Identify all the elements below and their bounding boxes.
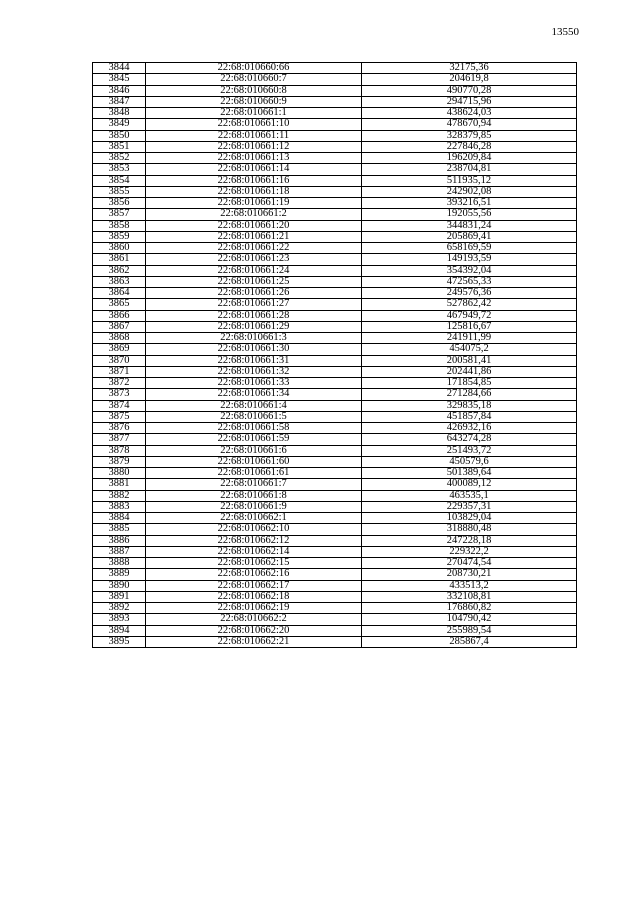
cadastral-number-cell: 22:68:010661:24 — [146, 265, 362, 276]
table-row — [93, 625, 577, 636]
cadastral-number-cell: 22:68:010662:19 — [146, 603, 362, 614]
cadastral-number-cell: 22:68:010661:9 — [146, 501, 362, 512]
row-number-cell: 3878 — [93, 445, 146, 456]
row-number-cell: 3864 — [93, 288, 146, 299]
row-number-cell: 3853 — [93, 164, 146, 175]
row-number-cell: 3894 — [93, 625, 146, 636]
cadastral-number-cell: 22:68:010661:28 — [146, 310, 362, 321]
cadastral-number-cell: 22:68:010660:66 — [146, 63, 362, 74]
table-row — [93, 265, 577, 276]
row-number-cell: 3890 — [93, 580, 146, 591]
table-row — [93, 299, 577, 310]
table-row — [93, 445, 577, 456]
cadastral-number-cell: 22:68:010662:10 — [146, 524, 362, 535]
row-number-cell: 3888 — [93, 558, 146, 569]
table-row — [93, 130, 577, 141]
row-number-cell: 3871 — [93, 366, 146, 377]
table-row — [93, 468, 577, 479]
value-cell: 285867,4 — [362, 636, 577, 647]
row-number-cell: 3844 — [93, 63, 146, 74]
row-number-cell: 3881 — [93, 479, 146, 490]
table-row — [93, 524, 577, 535]
table-row — [93, 119, 577, 130]
cadastral-number-cell: 22:68:010661:5 — [146, 411, 362, 422]
value-cell: 208730,21 — [362, 569, 577, 580]
table-body — [93, 63, 577, 648]
row-number-cell: 3850 — [93, 130, 146, 141]
value-cell: 527862,42 — [362, 299, 577, 310]
value-cell: 354392,04 — [362, 265, 577, 276]
value-cell: 393216,51 — [362, 198, 577, 209]
value-cell: 450579,6 — [362, 456, 577, 467]
table-row — [93, 276, 577, 287]
table-row — [93, 175, 577, 186]
row-number-cell: 3866 — [93, 310, 146, 321]
cadastral-number-cell: 22:68:010661:27 — [146, 299, 362, 310]
row-number-cell: 3856 — [93, 198, 146, 209]
table-row — [93, 231, 577, 242]
table-row — [93, 288, 577, 299]
cadastral-number-cell: 22:68:010662:14 — [146, 546, 362, 557]
row-number-cell: 3847 — [93, 96, 146, 107]
table-row — [93, 501, 577, 512]
row-number-cell: 3872 — [93, 378, 146, 389]
cadastral-number-cell: 22:68:010662:16 — [146, 569, 362, 580]
value-cell: 329835,18 — [362, 400, 577, 411]
cadastral-number-cell: 22:68:010661:12 — [146, 141, 362, 152]
value-cell: 229357,31 — [362, 501, 577, 512]
cadastral-number-cell: 22:68:010661:18 — [146, 186, 362, 197]
value-cell: 238704,81 — [362, 164, 577, 175]
value-cell: 200581,41 — [362, 355, 577, 366]
cadastral-number-cell: 22:68:010661:6 — [146, 445, 362, 456]
table-row — [93, 63, 577, 74]
row-number-cell: 3882 — [93, 490, 146, 501]
value-cell: 149193,59 — [362, 254, 577, 265]
table-row — [93, 108, 577, 119]
cadastral-number-cell: 22:68:010661:22 — [146, 243, 362, 254]
cadastral-number-cell: 22:68:010660:7 — [146, 74, 362, 85]
table-row — [93, 423, 577, 434]
table-row — [93, 198, 577, 209]
value-cell: 658169,59 — [362, 243, 577, 254]
cadastral-number-cell: 22:68:010661:58 — [146, 423, 362, 434]
cadastral-value-table — [92, 62, 577, 648]
row-number-cell: 3893 — [93, 614, 146, 625]
row-number-cell: 3854 — [93, 175, 146, 186]
table-row — [93, 355, 577, 366]
row-number-cell: 3892 — [93, 603, 146, 614]
table-row — [93, 153, 577, 164]
value-cell: 318880,48 — [362, 524, 577, 535]
cadastral-number-cell: 22:68:010661:13 — [146, 153, 362, 164]
cadastral-number-cell: 22:68:010662:2 — [146, 614, 362, 625]
value-cell: 125816,67 — [362, 321, 577, 332]
value-cell: 204619,8 — [362, 74, 577, 85]
row-number-cell: 3861 — [93, 254, 146, 265]
row-number-cell: 3859 — [93, 231, 146, 242]
row-number-cell: 3885 — [93, 524, 146, 535]
table-row — [93, 243, 577, 254]
table-row — [93, 614, 577, 625]
table-row — [93, 546, 577, 557]
row-number-cell: 3887 — [93, 546, 146, 557]
value-cell: 176860,82 — [362, 603, 577, 614]
table-row — [93, 580, 577, 591]
value-cell: 478670,94 — [362, 119, 577, 130]
row-number-cell: 3875 — [93, 411, 146, 422]
row-number-cell: 3869 — [93, 344, 146, 355]
row-number-cell: 3883 — [93, 501, 146, 512]
row-number-cell: 3867 — [93, 321, 146, 332]
table-row — [93, 569, 577, 580]
value-cell: 438624,03 — [362, 108, 577, 119]
table-row — [93, 513, 577, 524]
row-number-cell: 3868 — [93, 333, 146, 344]
table-row — [93, 490, 577, 501]
row-number-cell: 3862 — [93, 265, 146, 276]
cadastral-number-cell: 22:68:010661:8 — [146, 490, 362, 501]
cadastral-number-cell: 22:68:010661:34 — [146, 389, 362, 400]
cadastral-number-cell: 22:68:010661:16 — [146, 175, 362, 186]
cadastral-number-cell: 22:68:010662:20 — [146, 625, 362, 636]
cadastral-number-cell: 22:68:010661:2 — [146, 209, 362, 220]
table-row — [93, 603, 577, 614]
cadastral-number-cell: 22:68:010661:26 — [146, 288, 362, 299]
cadastral-number-cell: 22:68:010661:20 — [146, 220, 362, 231]
row-number-cell: 3855 — [93, 186, 146, 197]
cadastral-number-cell: 22:68:010661:10 — [146, 119, 362, 130]
value-cell: 463535,1 — [362, 490, 577, 501]
table-row — [93, 96, 577, 107]
table-row — [93, 479, 577, 490]
value-cell: 467949,72 — [362, 310, 577, 321]
value-cell: 433513,2 — [362, 580, 577, 591]
value-cell: 400089,12 — [362, 479, 577, 490]
value-cell: 241911,99 — [362, 333, 577, 344]
table-row — [93, 85, 577, 96]
table-row — [93, 333, 577, 344]
row-number-cell: 3852 — [93, 153, 146, 164]
value-cell: 451857,84 — [362, 411, 577, 422]
table-row — [93, 411, 577, 422]
row-number-cell: 3846 — [93, 85, 146, 96]
value-cell: 501389,64 — [362, 468, 577, 479]
row-number-cell: 3880 — [93, 468, 146, 479]
value-cell: 271284,66 — [362, 389, 577, 400]
row-number-cell: 3873 — [93, 389, 146, 400]
table-row — [93, 254, 577, 265]
row-number-cell: 3879 — [93, 456, 146, 467]
table-row — [93, 434, 577, 445]
cadastral-number-cell: 22:68:010661:59 — [146, 434, 362, 445]
table-row — [93, 558, 577, 569]
table-row — [93, 164, 577, 175]
value-cell: 472565,33 — [362, 276, 577, 287]
cadastral-number-cell: 22:68:010661:7 — [146, 479, 362, 490]
table-row — [93, 321, 577, 332]
cadastral-number-cell: 22:68:010661:1 — [146, 108, 362, 119]
value-cell: 205869,41 — [362, 231, 577, 242]
row-number-cell: 3874 — [93, 400, 146, 411]
cadastral-number-cell: 22:68:010661:29 — [146, 321, 362, 332]
row-number-cell: 3870 — [93, 355, 146, 366]
table-row — [93, 535, 577, 546]
value-cell: 192055,56 — [362, 209, 577, 220]
row-number-cell: 3851 — [93, 141, 146, 152]
page-number: 13550 — [551, 26, 579, 38]
value-cell: 511935,12 — [362, 175, 577, 186]
row-number-cell: 3889 — [93, 569, 146, 580]
cadastral-number-cell: 22:68:010660:9 — [146, 96, 362, 107]
cadastral-number-cell: 22:68:010660:8 — [146, 85, 362, 96]
value-cell: 242902,08 — [362, 186, 577, 197]
cadastral-number-cell: 22:68:010661:33 — [146, 378, 362, 389]
value-cell: 251493,72 — [362, 445, 577, 456]
cadastral-number-cell: 22:68:010662:21 — [146, 636, 362, 647]
value-cell: 103829,04 — [362, 513, 577, 524]
row-number-cell: 3858 — [93, 220, 146, 231]
value-cell: 328379,85 — [362, 130, 577, 141]
value-cell: 426932,16 — [362, 423, 577, 434]
value-cell: 227846,28 — [362, 141, 577, 152]
value-cell: 643274,28 — [362, 434, 577, 445]
table-row — [93, 186, 577, 197]
cadastral-number-cell: 22:68:010661:11 — [146, 130, 362, 141]
value-cell: 344831,24 — [362, 220, 577, 231]
value-cell: 202441,86 — [362, 366, 577, 377]
cadastral-number-cell: 22:68:010661:14 — [146, 164, 362, 175]
row-number-cell: 3865 — [93, 299, 146, 310]
row-number-cell: 3857 — [93, 209, 146, 220]
row-number-cell: 3848 — [93, 108, 146, 119]
value-cell: 249576,36 — [362, 288, 577, 299]
value-cell: 255989,54 — [362, 625, 577, 636]
value-cell: 294715,96 — [362, 96, 577, 107]
row-number-cell: 3895 — [93, 636, 146, 647]
cadastral-number-cell: 22:68:010662:17 — [146, 580, 362, 591]
cadastral-number-cell: 22:68:010661:31 — [146, 355, 362, 366]
value-cell: 229322,2 — [362, 546, 577, 557]
row-number-cell: 3876 — [93, 423, 146, 434]
row-number-cell: 3860 — [93, 243, 146, 254]
row-number-cell: 3877 — [93, 434, 146, 445]
value-cell: 270474,54 — [362, 558, 577, 569]
table-row — [93, 209, 577, 220]
cadastral-number-cell: 22:68:010661:4 — [146, 400, 362, 411]
cadastral-number-cell: 22:68:010661:23 — [146, 254, 362, 265]
cadastral-number-cell: 22:68:010662:18 — [146, 591, 362, 602]
row-number-cell: 3884 — [93, 513, 146, 524]
value-cell: 247228,18 — [362, 535, 577, 546]
value-cell: 104790,42 — [362, 614, 577, 625]
cadastral-number-cell: 22:68:010662:1 — [146, 513, 362, 524]
row-number-cell: 3886 — [93, 535, 146, 546]
table-row — [93, 591, 577, 602]
value-cell: 171854,85 — [362, 378, 577, 389]
table-row — [93, 400, 577, 411]
cadastral-number-cell: 22:68:010662:12 — [146, 535, 362, 546]
cadastral-number-cell: 22:68:010661:61 — [146, 468, 362, 479]
cadastral-number-cell: 22:68:010661:60 — [146, 456, 362, 467]
value-cell: 32175,36 — [362, 63, 577, 74]
cadastral-number-cell: 22:68:010661:3 — [146, 333, 362, 344]
table-row — [93, 389, 577, 400]
table-row — [93, 366, 577, 377]
cadastral-number-cell: 22:68:010661:30 — [146, 344, 362, 355]
value-cell: 196209,84 — [362, 153, 577, 164]
row-number-cell: 3863 — [93, 276, 146, 287]
row-number-cell: 3891 — [93, 591, 146, 602]
row-number-cell: 3849 — [93, 119, 146, 130]
table-row — [93, 456, 577, 467]
table-row — [93, 74, 577, 85]
table-row — [93, 220, 577, 231]
table-row — [93, 378, 577, 389]
row-number-cell: 3845 — [93, 74, 146, 85]
cadastral-number-cell: 22:68:010662:15 — [146, 558, 362, 569]
cadastral-number-cell: 22:68:010661:19 — [146, 198, 362, 209]
table-row — [93, 141, 577, 152]
cadastral-number-cell: 22:68:010661:25 — [146, 276, 362, 287]
value-cell: 332108,81 — [362, 591, 577, 602]
value-cell: 490770,28 — [362, 85, 577, 96]
cadastral-number-cell: 22:68:010661:32 — [146, 366, 362, 377]
table-row — [93, 636, 577, 647]
table-row — [93, 310, 577, 321]
table-row — [93, 344, 577, 355]
cadastral-number-cell: 22:68:010661:21 — [146, 231, 362, 242]
value-cell: 454075,2 — [362, 344, 577, 355]
